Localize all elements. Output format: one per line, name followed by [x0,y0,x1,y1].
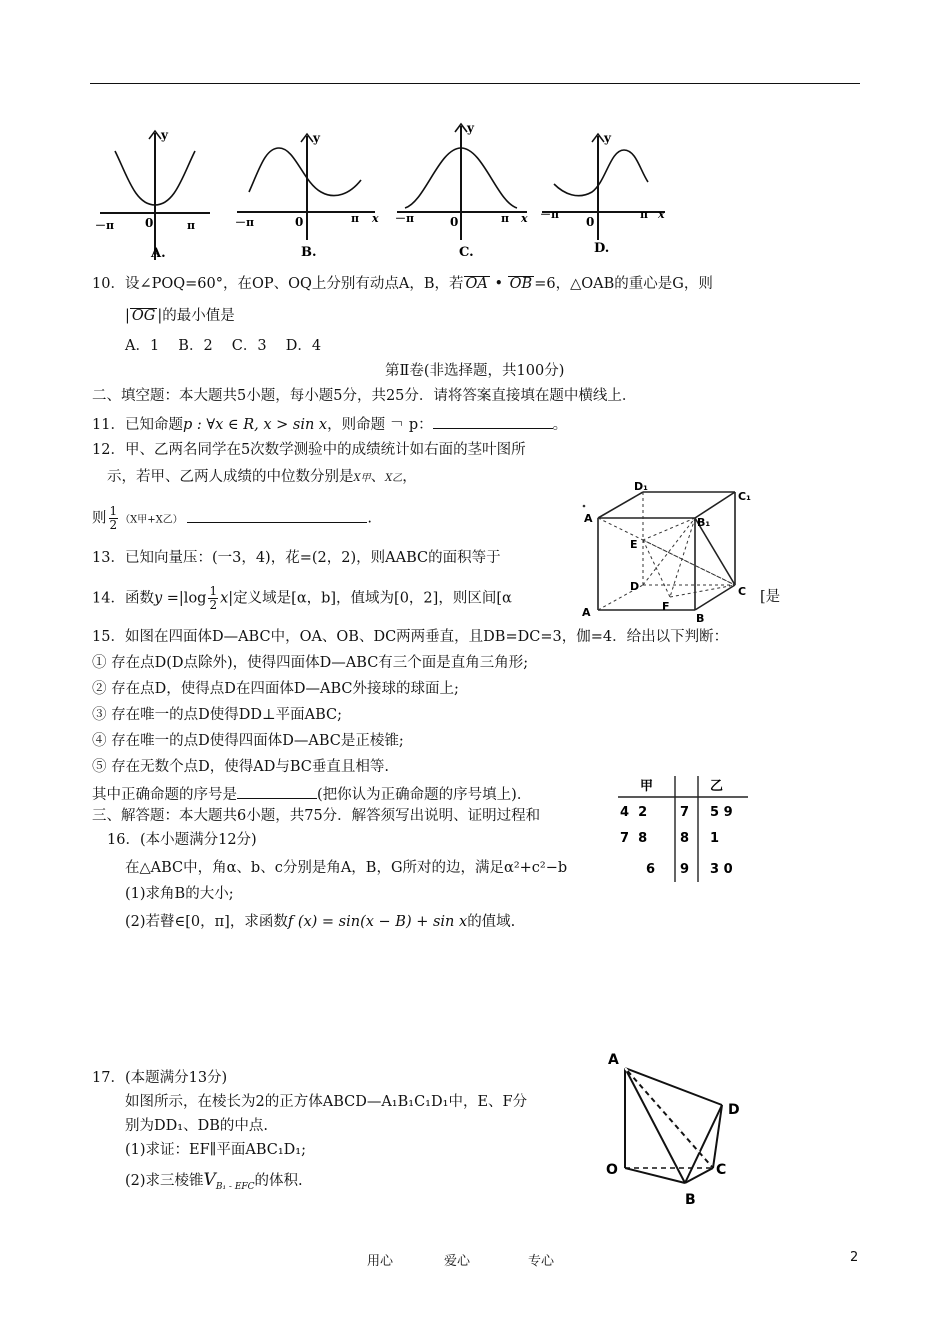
section2-heading: 二、填空题：本大题共5小题，每小题5分，共25分．请将答案直接填在题中横线上． [92,388,637,404]
q17-part1: (1)求证：EF∥平面ABC₁D₁; [125,1142,307,1158]
q12-x2: X乙 [385,473,403,484]
tetra-label-b: B [685,1192,696,1208]
q14-y: y [153,590,163,607]
tetrahedron-figure [600,1050,760,1210]
graph-c-left: －π [395,212,415,225]
q15-item-5: ⑤ 存在无数个点D，使得AD与BC垂直且相等. [92,759,389,775]
q14 [92,585,512,612]
cube-label-c1: C₁ [738,490,751,503]
q12-x1: X甲 [353,473,371,484]
q14-den: 2 [209,598,218,612]
stem-row1-left: 4 2 [620,805,648,820]
q10-line2-post: |的最小值是 [157,308,235,324]
q12-then: 则 [92,510,107,527]
q14-x: x [220,590,229,607]
q14-eq: =|log [162,590,207,607]
cube-figure [578,480,781,625]
graph-b-caption: B. [301,245,317,260]
tetra-label-a: A [608,1052,619,1068]
tetra-label-d: D [728,1102,740,1118]
header-rule [90,83,860,84]
graph-b-ylab: y [313,131,320,145]
graph-a-right: π [187,219,196,232]
vector-og: OG [131,308,156,324]
q17-part2 [125,1170,303,1197]
footer-text-3: 专心 [528,1254,555,1269]
stem-row2-left: 7 8 [620,831,648,846]
q16-part2-post: 的值域. [467,914,516,930]
q12-answer-blank[interactable] [187,507,367,523]
graph-a [95,125,215,265]
q12-comma: ， [402,469,417,485]
q11-pre: 11．已知命题 [92,417,183,433]
q12-den: 2 [109,518,118,532]
q11-post: ，则命题 ￢ p： [327,417,433,433]
graph-c-xlab: x [521,212,528,225]
q16-part2 [125,912,515,932]
q15-answer-post: (把你认为正确命题的序号填上)． [317,787,532,803]
section3-heading: 三、解答题：本大题共6小题，共75分．解答须写出说明、证明过程和 [92,808,541,824]
graph-b [235,130,385,265]
cube-label-b: B [696,612,705,625]
q11-math: p : ∀x ∈ R, x > sin x [182,417,328,433]
stem-row2-right: 1 [710,831,720,846]
q12-line2 [107,467,417,489]
q10-suffix: =6，△OAB的重心是G，则 [534,276,713,292]
q17-line1: 如图所示，在棱长为2的正方体ABCD—A₁B₁C₁D₁中，E、F分 [125,1094,528,1110]
graph-a-caption: A. [151,246,166,261]
footer-text-2: 爱心 [444,1254,471,1269]
graph-c-zero: 0 [450,215,459,229]
q13: 13．已知向量压：(一3，4)，花=(2，2)，则AABC的面积等于 [92,550,501,566]
graph-d-zero: 0 [586,215,595,229]
graph-c-caption: C. [459,245,474,260]
vector-ob: OB [509,276,533,292]
q16-part1: (1)求角B的大小; [125,886,234,902]
part2-title: 第Ⅱ卷(非选择题，共100分) [385,363,565,379]
q17-part2-post: 的体积. [254,1173,303,1189]
cube-label-a: A [584,512,593,525]
graph-a-zero: 0 [145,216,154,230]
stem-row3-stem: 9 [680,862,690,877]
q17-volume-v: V [203,1170,216,1190]
q10-line2-pre: | [125,308,130,324]
q15-item-1: ① 存在点D(D点除外)，使得四面体D—ABC有三个面是直角三角形; [92,655,529,671]
q11-answer-blank[interactable] [433,413,553,429]
graph-b-xlab: x [372,212,379,225]
q10-line1 [92,274,713,294]
q15-item-2: ② 存在点D，使得点D在四面体D—ABC外接球的球面上; [92,681,459,697]
q12-num: 1 [109,504,118,518]
q14-post: |定义域是[α，b]，值域为[0，2]，则区间[α [228,590,512,607]
stem-row1-right: 5 9 [710,805,733,820]
cube-label-c: C [738,585,747,598]
q12-paren: （X甲+X乙） [120,514,183,526]
graph-d-xlab: x [658,208,665,221]
graph-b-right: π [351,212,360,225]
stem-leaf-plot [610,770,750,885]
q12-line3 [92,505,372,532]
graph-d-right: π [640,208,649,221]
q14-pre: 14．函数 [92,590,154,607]
q16-line1: 在△ABC中，角α、b、c分别是角A，B，G所对的边，满足α²+c²−b [125,860,568,876]
q10-line2 [125,306,235,326]
stem-header-right: 乙 [710,779,724,794]
cube-label-e: E [630,538,638,551]
graph-d-ylab: y [604,131,611,145]
q16-part2-math: f (x) = sin(x − B) + sin x [287,914,468,930]
q12-line1: 12．甲、乙两名同学在5次数学测验中的成绩统计如右面的茎叶图所 [92,442,526,458]
stem-header-left: 甲 [640,779,654,794]
tetra-label-c: C [716,1162,727,1178]
q17-title: 17．(本题满分13分) [92,1070,228,1086]
cube-label-f: F [662,600,670,613]
graph-d [540,130,675,260]
cube-label-a2: A [582,606,591,619]
q10-dot: • [489,276,508,292]
vector-oa: OA [465,276,488,292]
q14-tail: [是 [760,589,781,605]
q15-answer-blank[interactable] [237,783,317,799]
q17-line2: 别为DD₁、DB的中点. [125,1118,268,1134]
q12-line2-text: 示，若甲、乙两人成绩的中位数分别是 [107,469,354,485]
graph-c [395,120,535,260]
q15-item-3: ③ 存在唯一的点D使得DD⊥平面ABC; [92,707,342,723]
cube-label-d: D [630,580,640,593]
q16-part2-pre: (2)若瞽∈[0，π]，求函数 [125,914,288,930]
q17-part2-pre: (2)求三棱锥 [125,1173,204,1189]
q15-answer-pre: 其中正确命题的序号是 [92,787,237,803]
stem-row3-right: 3 0 [710,862,733,877]
cube-label-d1: D₁ [634,480,648,493]
q12-fraction [109,505,119,532]
q17-volume-sub: B₁ - EFC [215,1182,255,1192]
stem-row3-left: 6 [646,862,656,877]
graph-b-zero: 0 [295,215,304,229]
graph-a-ylab: y [161,128,168,142]
q15-answer [92,783,531,805]
stem-row1-stem: 7 [680,805,690,820]
page-number: 2 [850,1250,859,1265]
q14-num: 1 [209,584,218,598]
q11-end: 。 [552,417,568,433]
q10-prefix: 10．设∠POQ=60°，在OP、OQ上分别有动点A，B，若 [92,276,464,292]
q16-title: 16．(本小题满分12分) [107,832,257,848]
q11 [92,413,567,435]
tetra-label-o: O [606,1162,618,1178]
q15-intro: 15．如图在四面体D—ABC中，OA、OB、DC两两垂直，且DB=DC=3，伽=4．给出以下判断： [92,629,729,645]
graph-a-left: －π [95,219,115,232]
q12-end: . [367,510,372,527]
graph-c-ylab: y [467,121,474,135]
graph-b-left: －π [235,216,255,229]
graph-d-caption: D. [594,241,610,256]
q10-options: A．1 B．2 C．3 D．4 [125,338,322,354]
graph-c-right: π [501,212,510,225]
footer-text-1: 用心 [367,1254,394,1269]
graph-d-left: －π [540,208,560,221]
q15-item-4: ④ 存在唯一的点D使得四面体D—ABC是正棱锥; [92,733,404,749]
q12-sep: 、 [370,469,386,485]
cube-label-b1: B₁ [697,516,711,529]
q14-fraction [208,585,218,612]
stem-row2-stem: 8 [680,831,690,846]
